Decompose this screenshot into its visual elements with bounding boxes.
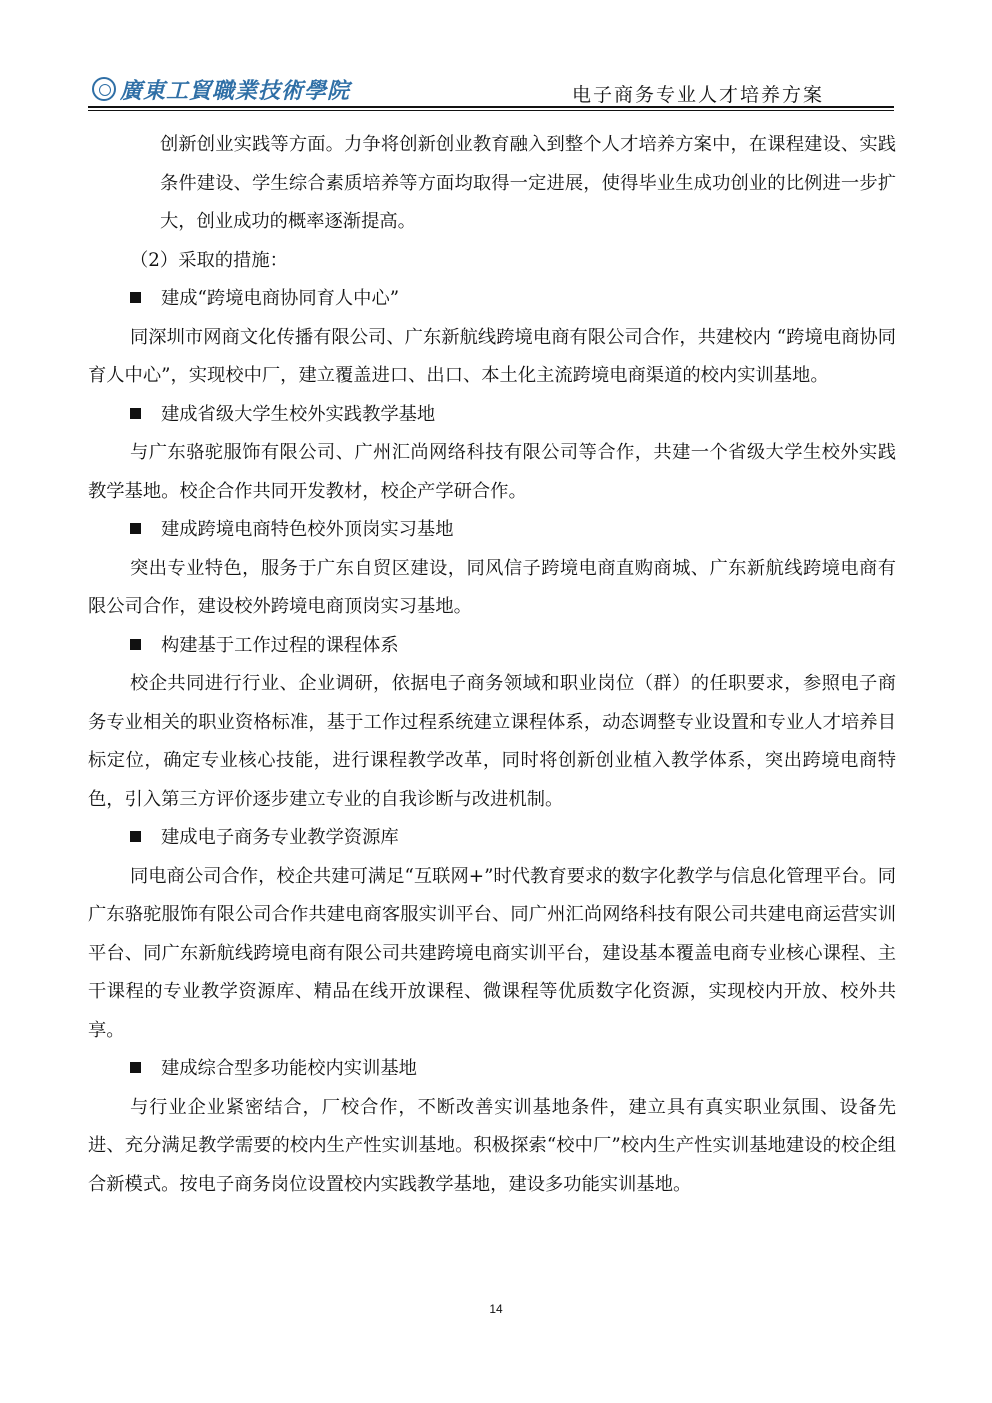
item-body: 与行业企业紧密结合，厂校合作，不断改善实训基地条件，建立具有真实职业氛围、设备先进、充分满足教学需要的校内生产性实训基地。积极探索“校中厂”校内生产性实训基地建设的校企组合新模式。按电子商务岗位设置校内实践教学基地，建设多功能实训基地。: [88, 1096, 896, 1195]
school-seal-icon: [92, 77, 116, 101]
item-heading: [88, 280, 896, 319]
item-heading-text: 建成“跨境电商协同育人中心”: [161, 288, 400, 309]
item-body: 同电商公司合作，校企共建可满足“互联网+”时代教育要求的数字化教学与信息化管理平台。同广东骆驼服饰有限公司合作共建电商客服实训平台、同广州汇尚网络科技有限公司共建电商运营实训平台、同广东新航线跨境电商有限公司共建跨境电商实训平台，建设基本覆盖电商专业核心课程、主干课程的专业教学资源库、精品在线开放课程、微课程等优质数字化资源，实现校内开放、校外共享。: [88, 865, 896, 1041]
page-body: [88, 126, 896, 1204]
item-body: 同深圳市网商文化传播有限公司、广东新航线跨境电商有限公司合作，共建校内 “跨境电商协同育人中心”，实现校中厂，建立覆盖进口、出口、本土化主流跨境电商渠道的校内实训基地。: [88, 326, 896, 386]
school-logo-text: 廣東工貿職業技術學院: [120, 77, 351, 104]
item-body: 校企共同进行行业、企业调研，依据电子商务领域和职业岗位（群）的任职要求，参照电子商务专业相关的职业资格标准，基于工作过程系统建立课程体系，动态调整专业设置和专业人才培养目标定位，确定专业核心技能，进行课程教学改革，同时将创新创业植入教学体系，突出跨境电商特色，引入第三方评价逐步建立专业的自我诊断与改进机制。: [88, 673, 896, 810]
item-heading-text: 构建基于工作过程的课程体系: [161, 634, 399, 656]
square-bullet-icon: [130, 639, 141, 650]
square-bullet-icon: [130, 292, 141, 303]
document-title: 电子商务专业人才培养方案: [571, 84, 824, 106]
continuation-paragraph: 创新创业实践等方面。力争将创新创业教育融入到整个人才培养方案中，在课程建设、实践条件建设、学生综合素质培养等方面均取得一定进展，使得毕业生成功创业的比例进一步扩大，创业成功的概率逐渐提高。: [160, 134, 896, 232]
item-heading-text: 建成跨境电商特色校外顶岗实习基地: [161, 519, 454, 540]
item-heading: [88, 627, 896, 666]
item-heading-text: 建成省级大学生校外实践教学基地: [161, 403, 436, 425]
item-body: 与广东骆驼服饰有限公司、广州汇尚网络科技有限公司等合作，共建一个省级大学生校外实践教学基地。校企合作共同开发教材，校企产学研合作。: [88, 442, 896, 502]
item-body: 突出专业特色，服务于广东自贸区建设，同风信子跨境电商直购商城、广东新航线跨境电商有限公司合作，建设校外跨境电商顶岗实习基地。: [88, 557, 896, 617]
square-bullet-icon: [130, 1062, 141, 1073]
item-heading: [88, 396, 896, 435]
page-number: 14: [489, 1302, 503, 1316]
square-bullet-icon: [130, 523, 141, 534]
page-header: [88, 72, 894, 106]
header-rule-thin: [88, 110, 894, 111]
school-logo: [92, 72, 350, 106]
item-heading: [88, 1050, 896, 1089]
square-bullet-icon: [130, 831, 141, 842]
measures-label: （2）采取的措施：: [130, 249, 288, 271]
item-heading: [88, 819, 896, 858]
header-rule-thick: [88, 106, 894, 108]
item-heading-text: 建成电子商务专业教学资源库: [161, 827, 399, 848]
square-bullet-icon: [130, 408, 141, 419]
item-heading-text: 建成综合型多功能校内实训基地: [161, 1058, 417, 1079]
item-heading: [88, 511, 896, 550]
